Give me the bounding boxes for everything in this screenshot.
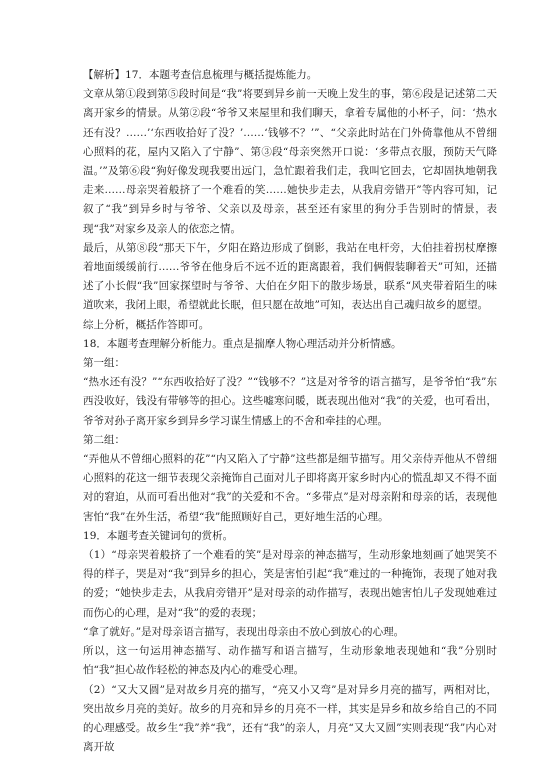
group-one-heading: 第一组： [83, 357, 126, 370]
paragraph-q17-conclusion: 综上分析，概括作答即可。 [83, 318, 210, 331]
paragraph-q19-intro: 19．本题考查关键词句的赏析。 [83, 529, 234, 542]
answer-analysis [83, 66, 497, 757]
analysis-heading: 【解析】17．本题考查信息梳理与概括提炼能力。 [83, 69, 318, 81]
paragraph-q18-intro: 18．本题考查理解分析能力。重点是揣摩人物心理活动并分析情感。 [83, 337, 402, 350]
paragraph-q17-last: 最后，从第⑧段“那天下午，夕阳在路边形成了倒影，我站在电杆旁，大伯挂着拐杖摩擦着地面缓缓前行……爷爷在他身后不远不近的距离跟着，我们俩假装聊着天”可知，还描述了小长假“我”回家探望时与爷爷、大伯在夕阳下的散步场景，联系“风夹带着陌生的味道吹来，我闭上眼，希望就此长眠，但只愿在故地”可知，表达出自己魂归故乡的愿望。 [83, 241, 497, 312]
group-two-heading: 第二组： [83, 433, 126, 446]
paragraph-q19-part2: （2）“又大又圆”是对故乡月亮的描写，“亮又小又弯”是对异乡月亮的描写，两相对比，突出故乡月亮的美好。故乡的月亮和异乡的月亮不一样，其实是异乡和故乡给自己的不同的心理感受。故乡生“我”养“我”，还有“我”的亲人，月亮“又大又圆”实则表现“我”内心对离开故 [83, 683, 497, 754]
paragraph-q19-summary: 所以，这一句运用神态描写、动作描写和语言描写，生动形象地表现她和“我”分别时怕“我”担心故作轻松的神态及内心的难受心理。 [83, 645, 497, 677]
paragraph-group-two: “弄他从不曾细心照料的花”“内又陷入了宁静”这些都是细节描写。用父亲侍弄他从不曾细心照料的花这一细节表现父亲掩饰自己面对儿子即将离开家乡时内心的慌乱却又不得不面对的窘迫，从而可看出他对“我”的关爱和不舍。“多带点”是对母亲附和母亲的话，表现他害怕“我”在外生活，希望“我”能照顾好自己，更好地生活的心理。 [83, 453, 497, 523]
paragraph-q19-part1: （1）“母亲哭着般挤了一个难看的笑”是对母亲的神态描写，生动形象地刻画了她哭笑不得的样子，哭是对“我”到异乡的担心，笑是害怕引起“我”难过的一种掩饰，表现了她对我的爱；“她快步走去，从我肩旁错开”是对母亲的动作描写，表现出她害怕儿子发现她难过而伤心的心理，是对“我”的爱的表现； [83, 549, 497, 619]
paragraph-q17-summary: 文章从第①段到第⑤段时间是“我”将要到异乡前一天晚上发生的事，第⑥段是记述第二天离开家乡的情景。从第②段“爷爷又来屋里和我们聊天，拿着专属他的小杯子，问：‘热水还有没？……’‘东西收拾好了没？’……‘钱够不？’”、“父亲此时站在门外倚靠他从不曾细心照料的花，屋内又陷入了宁静”、第③段“母亲突然开口说：‘多带点衣服，预防天气降温。’”及第⑥段“狗好像发现我要出远门，急忙跟着我们走，我叫它回去，它却固执地朝我走来……母亲哭着般挤了一个难看的笑……她快步走去，从我肩旁错开”等内容可知，记叙了“我”到异乡时与爷爷、父亲以及母亲，甚至还有家里的狗分手告别时的情景，表现“我”对家乡及亲人的依恋之情。 [83, 88, 497, 235]
paragraph-q19-language: “拿了就好。”是对母亲语言描写，表现出母亲由不放心到放心的心理。 [83, 625, 405, 638]
paragraph-group-one: “热水还有没？”“东西收拾好了没？”“钱够不？”这是对爷爷的语言描写，是爷爷怕“我”东西没收好，钱没有带够等的担心。这些嘘寒问暖，既表现出他对“我”的关爱，也可看出，爷爷对孙子离开家乡到异乡学习谋生情感上的不舍和牵挂的心理。 [83, 376, 497, 427]
